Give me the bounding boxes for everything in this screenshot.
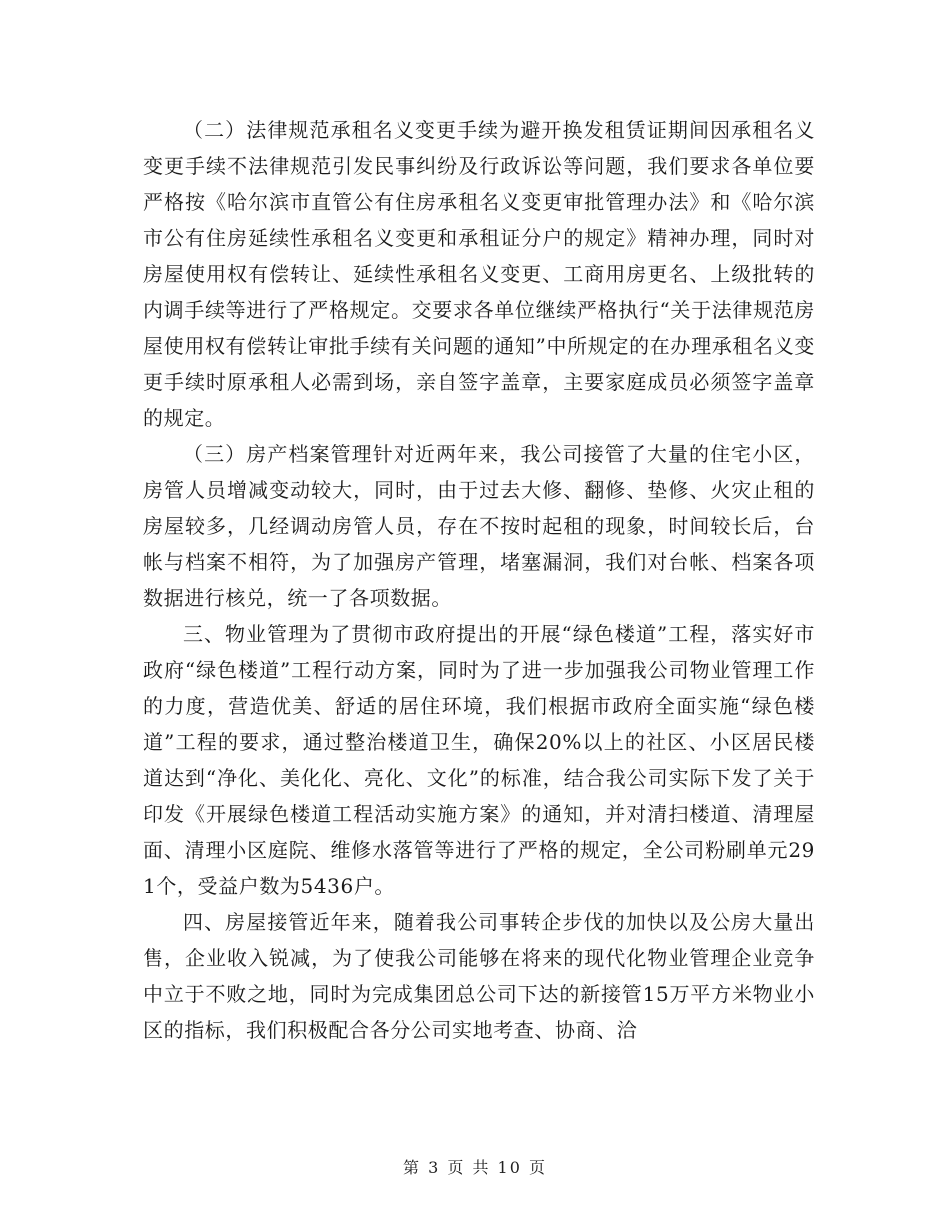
page-number-footer: 第 3 页 共 10 页 — [403, 1158, 547, 1177]
paragraph-property-management: 三、物业管理为了贯彻市政府提出的开展“绿色楼道”工程，落实好市政府“绿色楼道”工程行动方案，同时为了进一步加强我公司物业管理工作的力度，营造优美、舒适的居住环境，我们根据市政府全面实施“绿色楼道”工程的要求，通过整治楼道卫生，确保20%以上的社区、小区居民楼道达到“净化、美化化、亮化、文化”的标准，结合我公司实际下发了关于印发《开展绿色楼道工程活动实施方案》的通知，并对清扫楼道、清理屋面、清理小区庭院、维修水落管等进行了严格的规定，全公司粉刷单元291个，受益户数为5436户。 — [143, 622, 815, 898]
paragraph-contract-name-change: （二）法律规范承租名义变更手续为避开换发租赁证期间因承租名义变更手续不法律规范引发民事纠纷及行政诉讼等问题，我们要求各单位要严格按《哈尔滨市直管公有住房承租名义变更审批管理办法》和《哈尔滨市公有住房延续性承租名义变更和承租证分户的规定》精神办理，同时对房屋使用权有偿转让、延续性承租名义变更、工商用房更名、上级批转的内调手续等进行了严格规定。交要求各单位继续严格执行“关于法律规范房屋使用权有偿转让审批手续有关问题的通知”中所规定的在办理承租名义变更手续时原承租人必需到场，亲自签字盖章，主要家庭成员必须签字盖章的规定。 — [143, 118, 815, 430]
paragraph-property-archives: （三）房产档案管理针对近两年来，我公司接管了大量的住宅小区，房管人员增减变动较大，同时，由于过去大修、翻修、垫修、火灾止租的房屋较多，几经调动房管人员，存在不按时起租的现象，时间较长后，台帐与档案不相符，为了加强房产管理，堵塞漏洞，我们对台帐、档案各项数据进行核兑，统一了各项数据。 — [143, 442, 815, 610]
document-body — [143, 112, 815, 1048]
paragraph-housing-takeover: 四、房屋接管近年来，随着我公司事转企步伐的加快以及公房大量出售，企业收入锐减，为了使我公司能够在将来的现代化物业管理企业竞争中立于不败之地，同时为完成集团总公司下达的新接管15万平方米物业小区的指标，我们积极配合各分公司实地考查、协商、洽 — [143, 910, 815, 1042]
